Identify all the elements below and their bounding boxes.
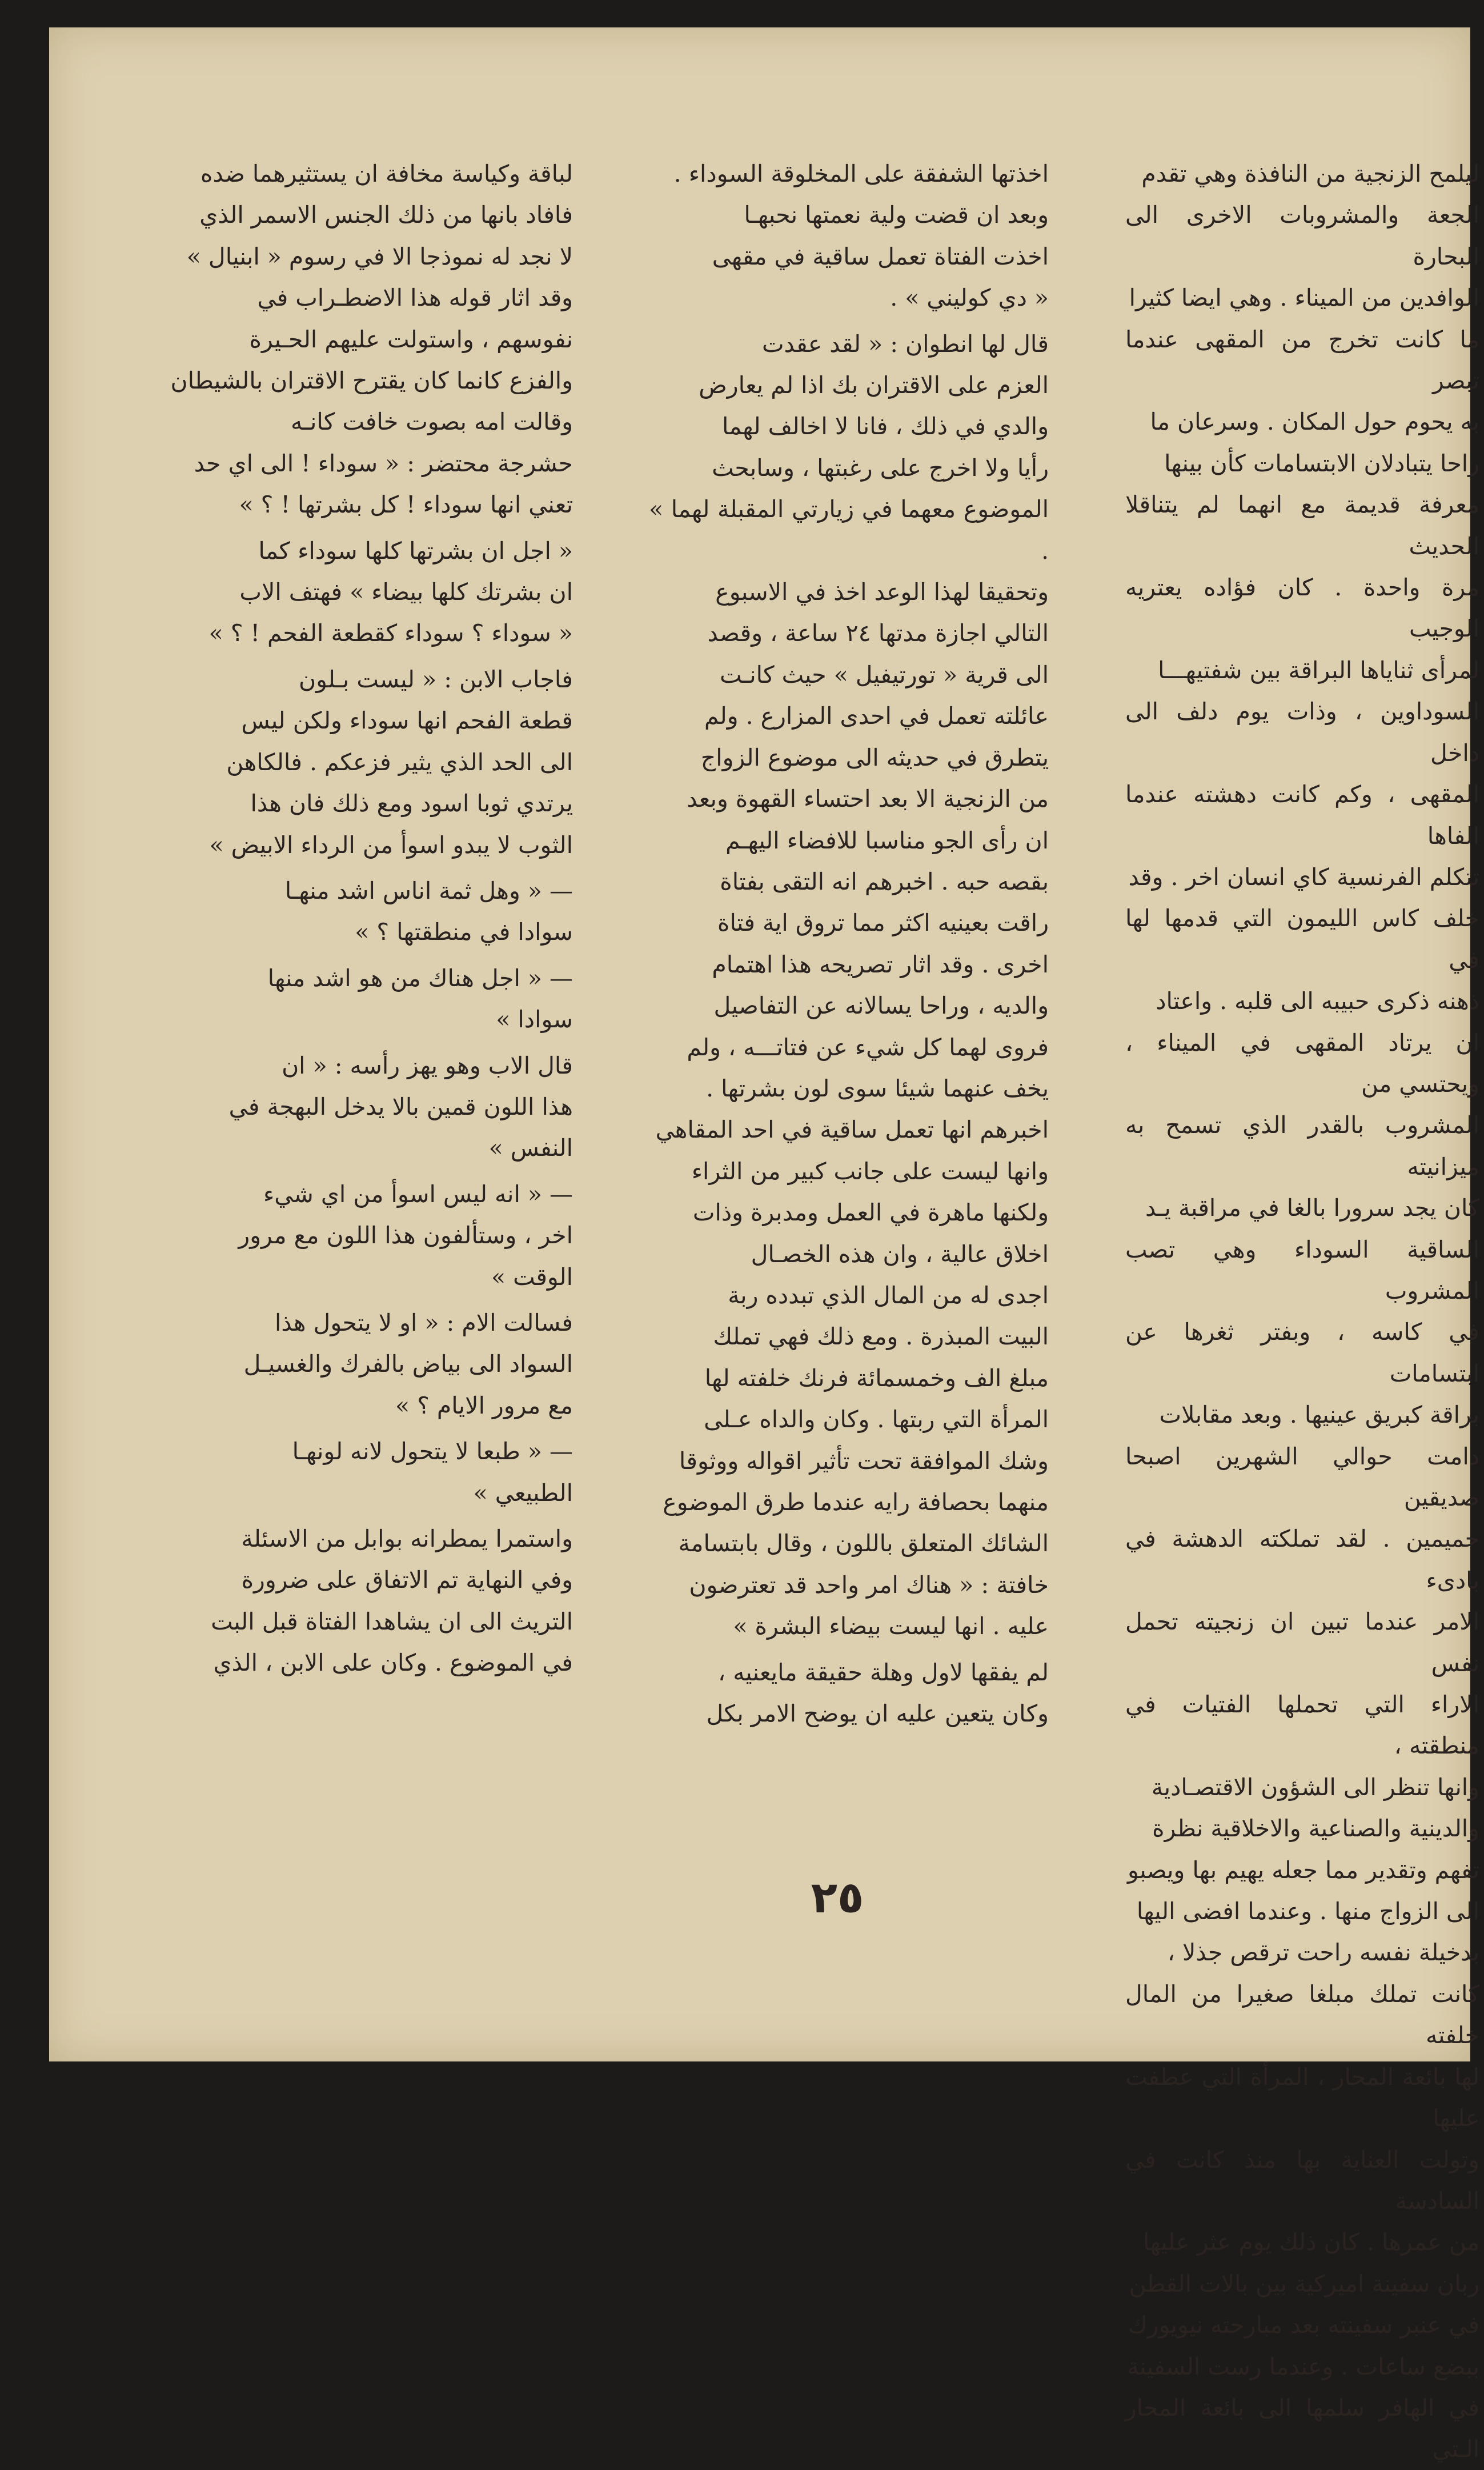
page-number: ٢٥ (811, 1872, 864, 1923)
paragraph: واستمرا يمطرانه بوابل من الاسئلة وفي النهاية تم الاتفاق على ضرورة التريث الى ان يشاهدا الفتاة قبل البت في الموضوع . وكان على الابن ، الذي (211, 1525, 573, 1677)
paragraph: لباقة وكياسة مخافة ان يستثيرهما ضده فافاد بانها من ذلك الجنس الاسمر الذي لا نجد له نموذجا الا في رسوم « ابنيال » وقد اثار قوله هذا الاضطـراب في نفوسهم ، واستولت عليهم الحـيرة والفزع كانما كان يقترح الاقتران بالشيطان وقالت امه بصوت خافت كانـه حشرجة محتضر : « سوداء ! الى اي حد تعني انها سوداء ! كل بشرتها ! ؟ » (170, 160, 573, 519)
paragraph: — « اجل هناك من هو اشد منها سوادا » (267, 964, 573, 1034)
magazine-page (49, 27, 1479, 2463)
paragraph: « اجل ان بشرتها كلها سوداء كما ان بشرتك كلها بيضاء » فهتف الاب « سوداء ؟ سوداء كقطعة الفحم ! ؟ » (208, 537, 573, 647)
paragraph: فسالت الام : « او لا يتحول هذا السواد الى بياض بالفرك والغسيـل مع مرور الايام ؟ » (243, 1308, 573, 1419)
paragraph: قال لها انطوان : « لقد عقدت العزم على الاقتران بك اذا لم يعارض والدي في ذلك ، فانا لا اخالف لهما رأيا ولا اخرج على رغبتها ، وسابحث الموضوع معهما في زيارتي المقبلة لهما » . وتحقيقا لهذا الوعد اخذ في الاسبوع التالي اجازة مدتها ٢٤ ساعة ، وقصد الى قرية « تورتيفيل » حيث كانـت عائلته تعمل في احدى المزارع . ولم يتطرق في حديثه الى موضوع الزواج من الزنجية الا بعد احتساء القهوة وبعد ان رأى الجو مناسبا للافضاء اليهـم بقصه حبه . اخبرهم انه التقى بفتاة راقت بعينيه اكثر مما تروق اية فتاة اخرى . وقد اثار تصريحه هذا اهتمام والديه ، وراحا يسالانه عن التفاصيل فروى لهما كل شيء عن فتاتـــه ، ولم يخف عنهما شيئا سوى لون بشرتها . اخبرهم انها تعمل ساقية في احد المقاهي وانها ليست على جانب كبير من الثراء ولكنها ماهرة في العمل ومدبرة وذات اخلاق عالية ، وان هذه الخصـال اجدى له من المال الذي تبدده ربة البيت المبذرة . ومع ذلك فهي تملك مبلغ الف وخمسمائة فرنك خلفته لها المرأة التي ربتها . وكان والداه عـلى وشك الموافقة تحت تأثير اقواله ووثوقا منهما بحصافة رايه عندما طرق الموضوع الشائك المتعلق باللون ، وقال بابتسامة خافتة : « هناك امر واحد قد تعترضون عليه . انها ليست بيضاء البشرة » (649, 330, 1049, 1640)
paragraph: — « انه ليس اسوأ من اي شيء اخر ، وستألفون هذا اللون مع مرور الوقت » (238, 1180, 573, 1291)
paragraph: اخذتها الشفقة على المخلوقة السوداء . وبعد ان قضت ولية نعمتها نحبهـا اخذت الفتاة تعمل ساقية في مقهى « دي كوليني » . (673, 160, 1049, 312)
paragraph: فاجاب الابن : « ليست بـلون قطعة الفحم انها سوداء ولكن ليس الى الحد الذي يثير فزعكم . فالكاهن يرتدي ثوبا اسود ومع ذلك فان هذا الثوب لا يبدو اسوأ من الرداء الابيض » (209, 665, 573, 859)
paragraph: — « طبعا لا يتحول لانه لونهـا الطبيعي » (292, 1438, 573, 1507)
column-middle (649, 153, 1049, 1856)
column-right (1125, 153, 1479, 2463)
paragraph: ليلمح الزنجية من النافذة وهي تقدم الجعة والمشروبات الاخرى الى البحارة الوافدين من الميناء . وهي ايضا كثيرا ما كانت تخرج من المقهى عندما تبصر به يحوم حول المكان . وسرعان ما راحا يتبادلان الابتسامات كأن بينها معرفة قديمة مع انهما لم يتناقلا الحديث مرة واحدة . كان فؤاده يعتريه الوجيب لمرأى ثناياها البراقة بين شفتيهـــا السوداوين ، وذات يوم دلف الى داخل المقهى ، وكم كانت دهشته عندما الفاها تتكلم الفرنسية كاي انسان اخر . وقد خلف كاس الليمون التي قدمها لها في ذهنه ذكرى حبيبه الى قلبه . واعتاد ان يرتاد المقهى في الميناء ، ويحتسي من المشروب بالقدر الذي تسمح به ميزانيته كان يجد سرورا بالغا في مراقبة يـد الساقية السوداء وهي تصب المشروب في كاسه ، وبفتر ثغرها عن ابتسامات براقة كبريق عينيها . وبعد مقابلات دامت حوالي الشهرين اصبحا صديقين حميمين . لقد تملكته الدهشة في بادىء الامر عندما تبين ان زنجيته تحمل نفس الاراء التي تحملها الفتيات في منطقته ، وانها تنظر الى الشؤون الاقتصـادية والدينية والصناعية والاخلاقية نظرة تفهم وتقدير مما جعله يهيم بها ويصبو الى الزواج منها . وعندما افضى اليها بدخيلة نفسه راحت ترقص جذلا ، كانت تملك مبلغا صغيرا من المال خلفته لها بائعة المحار ، المرأة التي عطفت عليها وتولت العناية بها منذ كانت في السادسة من عمرها . كان ذلك يوم عثر عليها ربان سفينة اميركية بين بالات القطن في عنبر سفينته بعد مبارحته نيويورك ببضع ساعات . وعندما رست السفينة في الهافر سلمها الى بائعة المحار الـتي (1125, 160, 1479, 2463)
paragraph: قال الاب وهو يهز رأسه : « ان هذا اللون قمين بالا يدخل البهجة في النفس » (228, 1051, 573, 1162)
paragraph: لم يفقها لاول وهلة حقيقة مايعنيه ، وكان يتعين عليه ان يوضح الامر بكل (706, 1658, 1049, 1728)
column-left (159, 153, 573, 1856)
paragraph: — « وهل ثمة اناس اشد منهـا سوادا في منطقتها ؟ » (284, 876, 573, 946)
